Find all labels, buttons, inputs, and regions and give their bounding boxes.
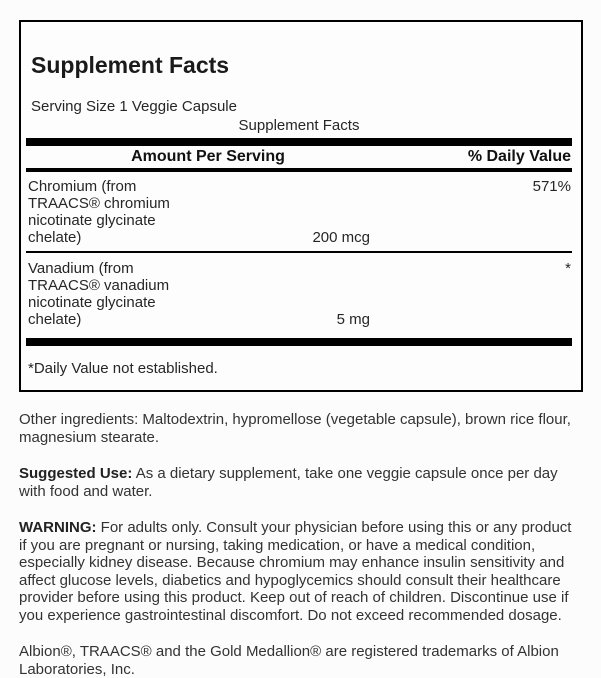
supplement-facts-panel bbox=[19, 20, 583, 392]
percent-daily-value-header: % Daily Value bbox=[467, 148, 571, 165]
warning-paragraph bbox=[19, 519, 583, 624]
nutrient-amount: 200 mcg bbox=[312, 229, 370, 246]
supplement-facts-table bbox=[26, 117, 572, 346]
suggested-use-label: Suggested Use: bbox=[19, 465, 133, 482]
facts-table-caption: Supplement Facts bbox=[238, 117, 360, 134]
warning-label: WARNING: bbox=[19, 519, 97, 536]
nutrient-name: Vanadium (from TRAACS® vanadium nicotinate glycinate chelate) bbox=[28, 260, 170, 328]
table-row-vanadium bbox=[26, 252, 572, 342]
nutrient-name: Chromium (from TRAACS® chromium nicotinate glycinate chelate) bbox=[28, 178, 170, 246]
other-ingredients-paragraph: Other ingredients: Maltodextrin, hypromellose (vegetable capsule), brown rice flour, magnesium stearate. bbox=[19, 411, 571, 446]
nutrient-amount: 5 mg bbox=[336, 311, 370, 328]
serving-size-text: Serving Size 1 Veggie Capsule bbox=[31, 98, 237, 115]
warning-text: For adults only. Consult your physician before using this or any product if you are pregnant or nursing, taking medication, or have a medical condition, especially kidney disease. Because chromium may enhance insulin sensitivity and affect glucose levels, diabetics and hypoglycemics should consult their healthcare provider before using this product. Keep out of reach of children. Discontinue use if you experience gastrointestinal discomfort. Do not exceed recommended dosage. bbox=[19, 519, 572, 624]
trademark-paragraph: Albion®, TRAACS® and the Gold Medallion® are registered trademarks of Albion Laboratories, Inc. bbox=[19, 643, 559, 678]
suggested-use-paragraph bbox=[19, 465, 583, 500]
supplement-facts-title: Supplement Facts bbox=[31, 52, 230, 78]
table-row-chromium bbox=[26, 170, 572, 252]
nutrient-daily-value: * bbox=[565, 260, 571, 277]
suggested-use-text: As a dietary supplement, take one veggie capsule once per day with food and water. bbox=[19, 465, 558, 500]
facts-header-row bbox=[26, 142, 572, 170]
nutrient-daily-value: 571% bbox=[532, 178, 571, 195]
amount-per-serving-header: Amount Per Serving bbox=[131, 148, 285, 165]
daily-value-footnote: *Daily Value not established. bbox=[28, 360, 218, 377]
